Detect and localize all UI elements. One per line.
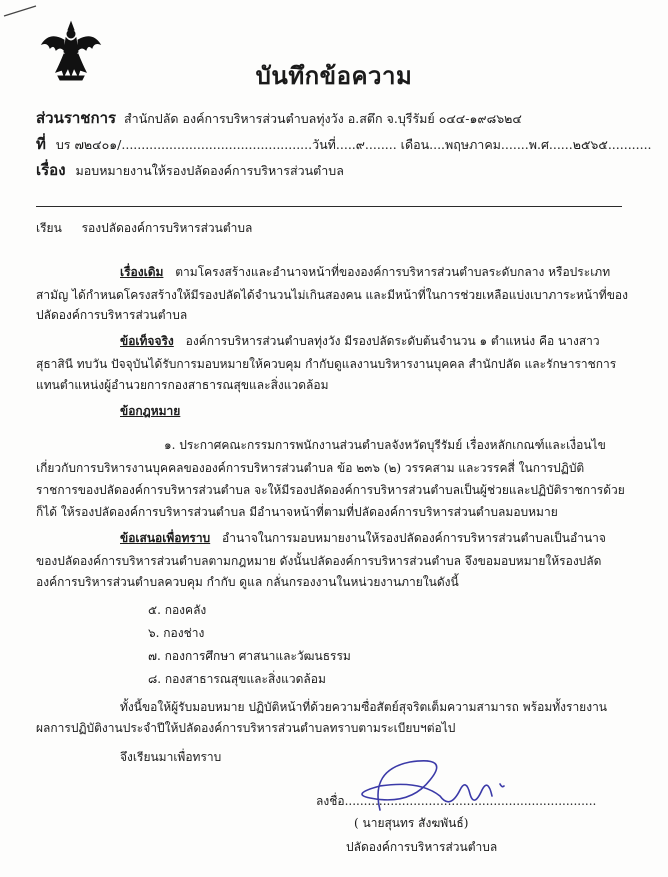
background-line-1: [120, 263, 610, 281]
subject-label: เรื่อง: [36, 161, 66, 179]
salutation-label: เรียน: [36, 221, 62, 235]
background-line-3: ปลัดองค์การบริหารส่วนตำบล: [36, 308, 188, 322]
signatory-position: ปลัดองค์การบริหารส่วนตำบล: [346, 840, 498, 854]
law-line-3: ราชการของปลัดองค์การบริหารส่วนตำบล จะให้มีรองปลัดองค์การบริหารส่วนตำบลเป็นผู้ช่วยและปฏิบัติราชการด้วย: [36, 483, 625, 497]
sign-line: [316, 792, 596, 810]
reference-row: [36, 132, 652, 156]
law-line-1: ๑. ประกาศคณะกรรมการพนักงานส่วนตำบลจังหวัดบุรีรัมย์ เรื่องหลักเกณฑ์และเงื่อนไข: [164, 438, 606, 452]
closing-line-1: ทั้งนี้ขอให้ผู้รับมอบหมาย ปฏิบัติหน้าที่ด้วยความซื่อสัตย์สุจริตเต็มความสามารถ พร้อมทั้งรายงาน: [120, 700, 608, 714]
list-item: ๕. กองคลัง: [148, 603, 207, 617]
subject-row: [36, 158, 344, 182]
proposal-text-1: อำนาจในการมอบหมายงานให้รองปลัดองค์การบริหารส่วนตำบลเป็นอำนาจ: [222, 531, 606, 545]
reference-label: ที่: [36, 135, 46, 153]
list-item: ๖. กองช่าง: [148, 626, 205, 640]
reference-value: บร ๗๒๔๐๑/................................................วันที่.....๙........ เดือน....พฤษภาคม.......พ.ศ......๒๕๖๕...........: [55, 137, 652, 152]
agency-row: [36, 106, 522, 130]
agency-label: ส่วนราชการ: [36, 109, 117, 127]
law-line-2: เกี่ยวกับการบริหารงานบุคคลขององค์การบริหารส่วนตำบล ข้อ ๒๓๖ (๒) วรรคสาม และวรรคสี่ ในการปฏิบัติ: [36, 461, 585, 475]
salutation: [36, 219, 252, 237]
facts-line-2: สุธาสินี ทบวัน ปัจจุบันได้รับการมอบหมายให้ควบคุม กำกับดูแลงานบริหารงานบุคคล สำนักปลัด และรักษาราชการ: [36, 357, 617, 371]
corner-pen-mark: [2, 2, 42, 22]
subject-value: มอบหมายงานให้รองปลัดองค์การบริหารส่วนตำบล: [75, 163, 344, 178]
facts-line-1: [120, 332, 600, 350]
facts-text-1: องค์การบริหารส่วนตำบลทุ่งวัง มีรองปลัดระดับต้นจำนวน ๑ ตำแหน่ง คือ นางสาว: [185, 334, 600, 348]
header-divider: [36, 206, 622, 207]
proposal-line-1: [120, 529, 606, 547]
sign-label: ลงชื่อ: [316, 794, 345, 808]
law-heading: ข้อกฎหมาย: [120, 404, 181, 418]
background-text-1: ตามโครงสร้างและอำนาจหน้าที่ขององค์การบริหารส่วนตำบลระดับกลาง หรือประเภท: [175, 265, 611, 279]
background-line-2: สามัญ ได้กำหนดโครงสร้างให้มีรองปลัดได้จำนวนไม่เกินสองคน และมีหน้าที่ในการช่วยเหลือแบ่งเบาภาระหน้าที่ของ: [36, 288, 628, 302]
facts-heading: ข้อเท็จจริง: [120, 334, 174, 348]
signatory-name: ( นายสุนทร สังฆพันธ์): [354, 816, 469, 830]
background-heading: เรื่องเดิม: [120, 265, 164, 279]
document-title: บันทึกข้อความ: [255, 61, 413, 90]
proposal-line-2: ของปลัดองค์การบริหารส่วนตำบลตามกฎหมาย ดังนั้นปลัดองค์การบริหารส่วนตำบล จึงขอมอบหมายให้รองปลัด: [36, 554, 602, 568]
agency-value: สำนักปลัด องค์การบริหารส่วนตำบลทุ่งวัง อ.สตึก จ.บุรีรัมย์ ๐๔๔-๑๙๘๖๒๔: [124, 111, 522, 126]
sign-dots: ..................................................................: [344, 794, 597, 808]
closing-line-2: ผลการปฏิบัติงานประจำปีให้ปลัดองค์การบริหารส่วนตำบลทราบตามระเบียบฯต่อไป: [36, 721, 456, 735]
law-line-4: ก็ได้ ให้รองปลัดองค์การบริหารส่วนตำบล มีอำนาจหน้าที่ตามที่ปลัดองค์การบริหารส่วนตำบลมอบหมาย: [36, 505, 558, 519]
facts-line-3: แทนตำแหน่งผู้อำนวยการกองสาธารณสุขและสิ่งแวดล้อม: [36, 378, 329, 392]
proposal-heading: ข้อเสนอเพื่อทราบ: [120, 531, 211, 545]
proposal-line-3: องค์การบริหารส่วนตำบลควบคุม กำกับ ดูแล กลั่นกรองงานในหน่วยงานภายในดังนี้: [36, 575, 459, 589]
list-item: ๘. กองสาธารณสุขและสิ่งแวดล้อม: [148, 672, 326, 686]
closing-line-3: จึงเรียนมาเพื่อทราบ: [120, 750, 222, 764]
list-item: ๗. กองการศึกษา ศาสนาและวัฒนธรรม: [148, 649, 351, 663]
salutation-value: รองปลัดองค์การบริหารส่วนตำบล: [81, 221, 253, 235]
